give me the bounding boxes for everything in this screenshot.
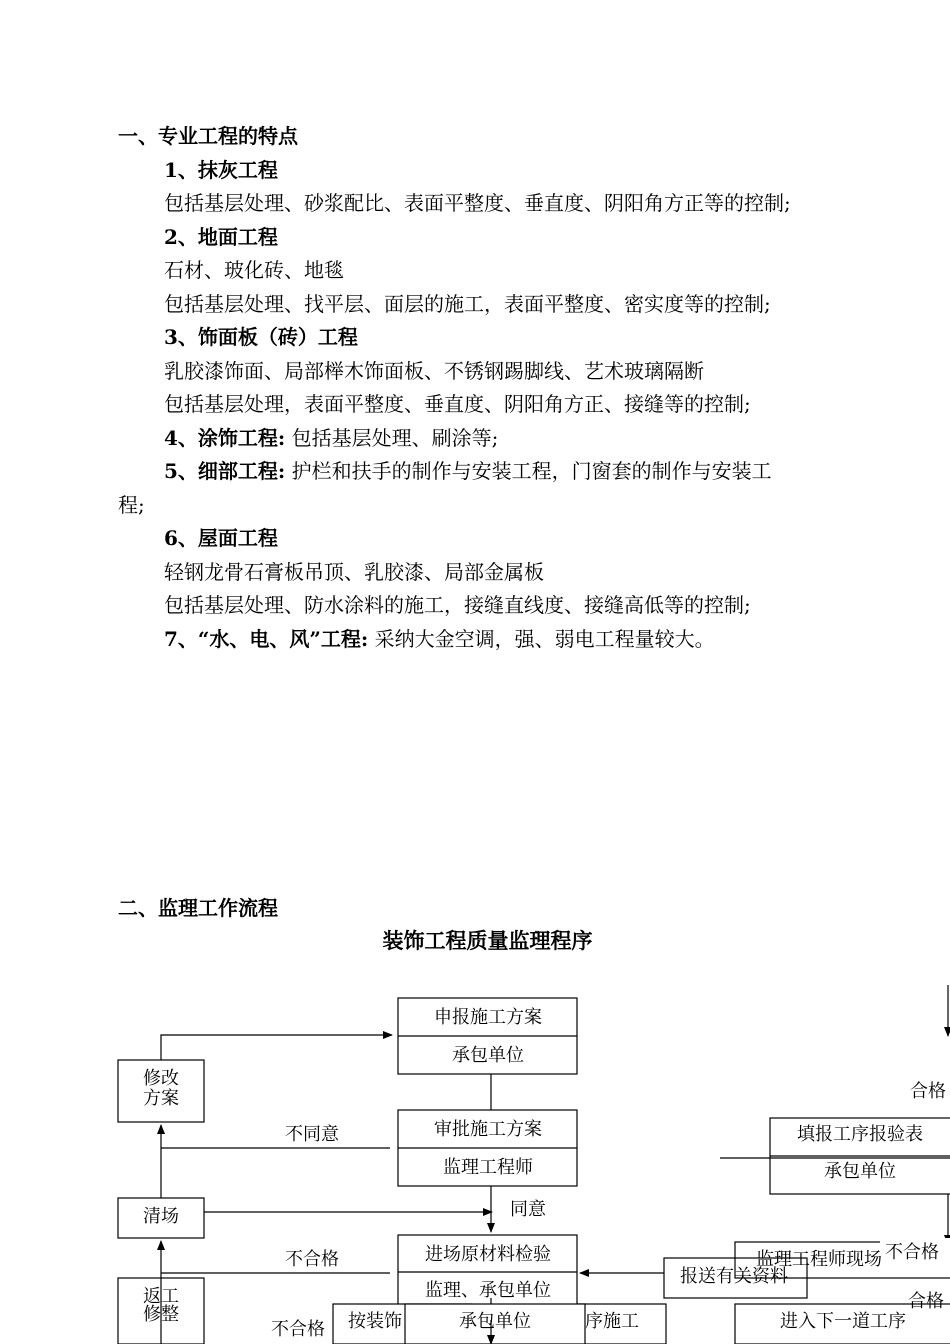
construct-right-text: 序施工 (585, 1311, 639, 1331)
item-5-line (164, 459, 772, 483)
box1-top-text: 申报施工方案 (434, 1007, 542, 1027)
item-3-title: 3、饰面板（砖）工程 (164, 325, 358, 349)
item-5-title: 5、细部工程: (164, 459, 286, 483)
item-7-line (164, 627, 715, 651)
rework-line1: 返工 (143, 1286, 179, 1306)
section-1-heading: 一、专业工程的特点 (118, 124, 298, 148)
right-box1-top-text: 填报工序报验表 (797, 1124, 923, 1144)
label-fail-bottom: 不合格 (271, 1319, 325, 1339)
rework-line2: 修整 (143, 1304, 179, 1324)
item-6-line-2: 包括基层处理、防水涂料的施工，接缝直线度、接缝高低等的控制; (164, 593, 751, 617)
next-process-text: 进入下一道工序 (780, 1311, 906, 1331)
label-pass-top: 合格 (910, 1081, 946, 1101)
section-2-heading: 二、监理工作流程 (118, 896, 278, 920)
construct-left-text: 按装饰 (348, 1311, 402, 1331)
item-3-line-2: 包括基层处理，表面平整度、垂直度、阴阳角方正、接缝等的控制; (164, 392, 751, 416)
box1-bottom-text: 承包单位 (452, 1045, 524, 1065)
box3-top-text: 进场原材料检验 (425, 1244, 551, 1264)
label-fail-material: 不合格 (285, 1249, 339, 1269)
item-4-text: 包括基层处理、刷涂等; (285, 426, 499, 450)
item-4-title: 4、涂饰工程: (164, 426, 286, 450)
item-1-title: 1、抹灰工程 (164, 158, 278, 182)
item-6-line-1: 轻钢龙骨石膏板吊顶、乳胶漆、局部金属板 (164, 560, 544, 584)
label-disagree: 不同意 (285, 1124, 339, 1144)
right-box1-bottom-text: 承包单位 (824, 1161, 896, 1181)
item-7-text: 采纳大金空调，强、弱电工程量较大。 (368, 627, 715, 651)
item-6-title: 6、屋面工程 (164, 526, 278, 550)
item-2-line-2: 包括基层处理、找平层、面层的施工，表面平整度、密实度等的控制; (164, 292, 771, 316)
label-fail-right: 不合格 (885, 1242, 939, 1262)
box2-top-text: 审批施工方案 (434, 1119, 542, 1139)
modify-line2: 方案 (143, 1088, 179, 1108)
send-docs-text: 报送有关资料 (680, 1266, 788, 1286)
item-4-line (164, 426, 498, 450)
arrow-modify-to-submit (161, 1035, 392, 1060)
item-5-text: 护栏和扶手的制作与安装工程，门窗套的制作与安装工 (285, 459, 772, 483)
item-3-line-1: 乳胶漆饰面、局部榉木饰面板、不锈钢踢脚线、艺术玻璃隔断 (164, 359, 704, 383)
label-agree: 同意 (510, 1199, 546, 1219)
construct-mid-text: 承包单位 (459, 1311, 531, 1331)
item-1-line-1: 包括基层处理、砂浆配比、表面平整度、垂直度、阴阳角方正等的控制; (164, 191, 791, 215)
item-2-title: 2、地面工程 (164, 225, 278, 249)
item-2-line-1: 石材、玻化砖、地毯 (164, 258, 344, 282)
label-pass-bottom: 合格 (908, 1291, 944, 1311)
clear-text: 清场 (143, 1206, 179, 1226)
box3-bottom-text: 监理、承包单位 (425, 1280, 551, 1300)
item-7-title: 7、“水、电、风”工程: (164, 627, 369, 651)
item-5-continuation: 程; (118, 493, 145, 517)
box2-bottom-text: 监理工程师 (443, 1157, 533, 1177)
flowchart-title: 装饰工程质量监理程序 (382, 928, 593, 953)
modify-line1: 修改 (143, 1068, 179, 1088)
flowchart (0, 960, 950, 1344)
engineer-inspection-text: 监理工程师现场 (756, 1249, 882, 1269)
